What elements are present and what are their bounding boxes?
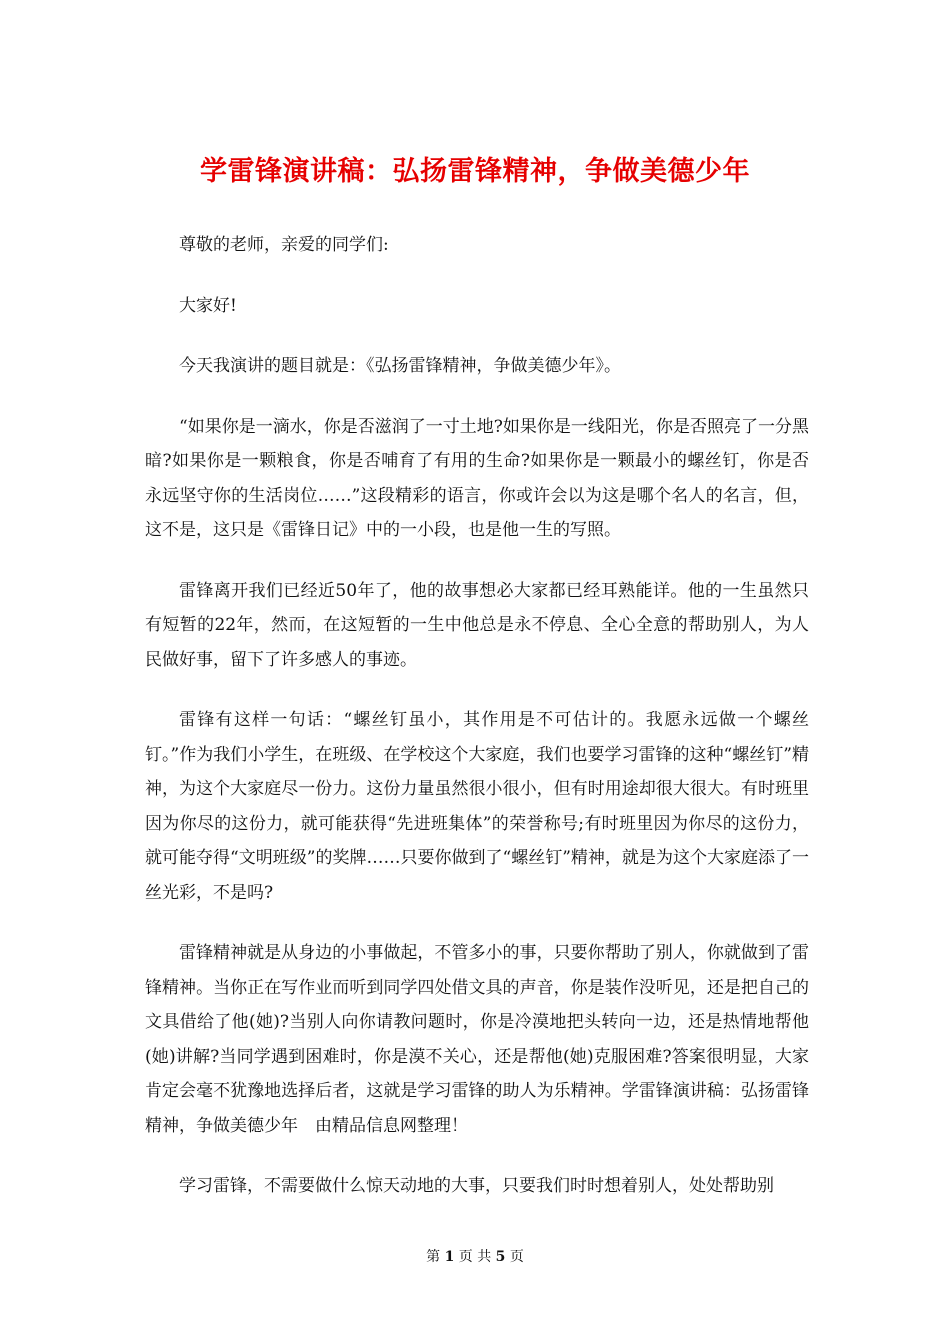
paragraph-greeting: 尊敬的老师，亲爱的同学们: xyxy=(179,235,389,255)
paragraph-learn-leifeng: 学习雷锋，不需要做什么惊天动地的大事，只要我们时时想着别人，处处帮助别 xyxy=(179,1176,774,1196)
document-body xyxy=(145,228,809,1230)
footer-middle: 页 共 xyxy=(458,1249,492,1265)
paragraph-quote: “如果你是一滴水，你是否滋润了一寸土地?如果你是一线阳光，你是否照亮了一分黑暗?如果你是一颗粮食，你是否哺育了有用的生命?如果你是一颗最小的螺丝钉，你是否永远坚守你的生活岗位……”这段精彩的语言，你或许会以为这是哪个名人的名言，但，这不是，这只是《雷锋日记》中的一小段，也是他一生的写照。 xyxy=(145,416,809,540)
document-title: 学雷锋演讲稿：弘扬雷锋精神，争做美德少年 xyxy=(200,156,750,187)
footer-current-page: 1 xyxy=(444,1249,455,1265)
paragraph-hello: 大家好! xyxy=(179,295,237,316)
paragraph-topic: 今天我演讲的题目就是：《弘扬雷锋精神，争做美德少年》。 xyxy=(179,356,621,376)
paragraph-screw-spirit: 雷锋有这样一句话：“螺丝钉虽小，其作用是不可估计的。我愿永远做一个螺丝钉。”作为我们小学生，在班级、在学校这个大家庭，我们也要学习雷锋的这种“螺丝钉”精神，为这个大家庭尽一份力。这份力量虽然很小很小，但有时用途却很大很大。有时班里因为你尽的这份力，就可能获得“先进班集体”的荣誉称号;有时班里因为你尽的这份力，就可能夺得“文明班级”的奖牌……只要你做到了“螺丝钉”精神，就是为这个大家庭添了一丝光彩，不是吗? xyxy=(145,710,809,903)
paragraph-small-things: 雷锋精神就是从身边的小事做起，不管多小的事，只要你帮助了别人，你就做到了雷锋精神。当你正在写作业而听到同学四处借文具的声音，你是装作没听见，还是把自己的文具借给了他(她)?当别人向你请教问题时，你是冷漠地把头转向一边，还是热情地帮他(她)讲解?当同学遇到困难时，你是漠不关心，还是帮他(她)克服困难?答案很明显，大家肯定会毫不犹豫地选择后者，这就是学习雷锋的助人为乐精神。学雷锋演讲稿：弘扬雷锋精神，争做美德少年 由精品信息网整理！ xyxy=(145,943,809,1136)
footer-suffix: 页 xyxy=(509,1249,524,1265)
footer-total-pages: 5 xyxy=(495,1249,506,1265)
footer-prefix: 第 xyxy=(426,1249,441,1265)
page-footer xyxy=(0,1247,950,1267)
paragraph-leifeng-life: 雷锋离开我们已经近50年了，他的故事想必大家都已经耳熟能详。他的一生虽然只有短暂的22年，然而，在这短暂的一生中他总是永不停息、全心全意的帮助别人，为人民做好事，留下了许多感人的事迹。 xyxy=(145,580,809,670)
